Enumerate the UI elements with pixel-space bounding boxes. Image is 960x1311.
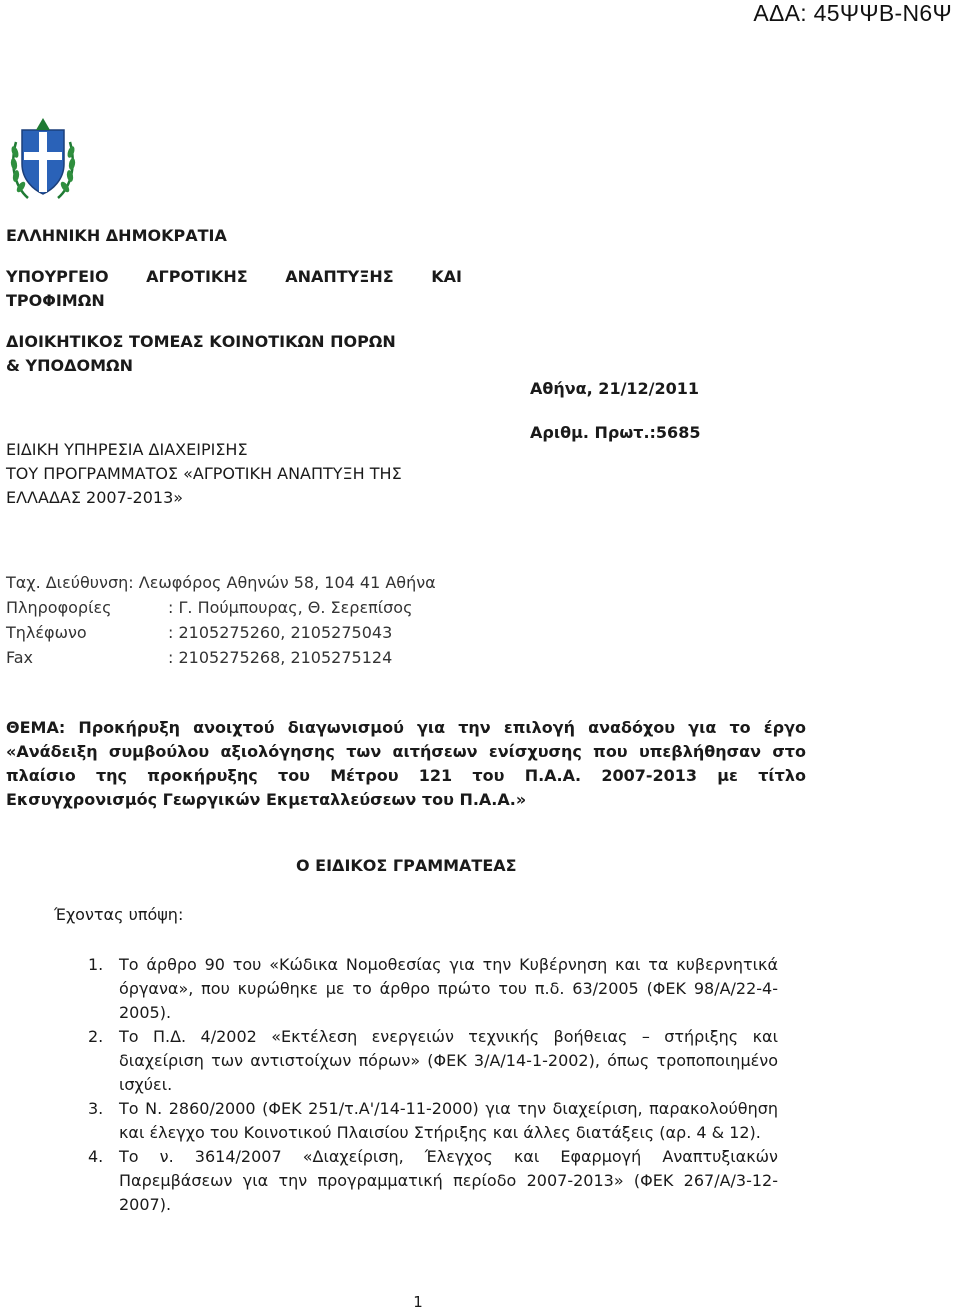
service-unit bbox=[6, 438, 466, 510]
item-text: Το Ν. 2860/2000 (ΦΕΚ 251/τ.Α'/14-11-2000) για την διαχείριση, παρακολούθηση και έλεγχο του Κοινοτικού Πλαισίου Στήριξης και άλλες διατάξεις (αρ. 4 & 12). bbox=[119, 1099, 778, 1142]
phone-row bbox=[6, 620, 436, 645]
page-number: 1 bbox=[413, 1293, 423, 1311]
list-item bbox=[88, 1025, 778, 1097]
list-item bbox=[88, 1097, 778, 1145]
item-number: 3. bbox=[88, 1099, 104, 1118]
address-row: Ταχ. Διεύθυνση: Λεωφόρος Αθηνών 58, 104 41 Αθήνα bbox=[6, 573, 436, 592]
ministry-name bbox=[6, 265, 466, 313]
subject-paragraph: ΘΕΜΑ: Προκήρυξη ανοιχτού διαγωνισμού για την επιλογή αναδόχου για το έργο «Ανάδειξη συμβούλου αξιολόγησης των αιτήσεων ενίσχυσης που υπεβλήθησαν στο πλαίσιο της προκήρυξης του Μέτρου 121 του Π.Α.Α. 2007-2013 με τίτλο Εκσυγχρονισμός Γεωργικών Εκμεταλλεύσεων του Π.Α.Α.» bbox=[6, 718, 806, 809]
greek-coat-of-arms-icon bbox=[8, 112, 78, 204]
phone-label: Τηλέφωνο bbox=[6, 623, 87, 642]
unit-line2: ΤΟΥ ΠΡΟΓΡΑΜΜΑΤΟΣ «ΑΓΡΟΤΙΚΗ ΑΝΑΠΤΥΞΗ ΤΗΣ bbox=[6, 464, 402, 483]
item-text: Το Π.Δ. 4/2002 «Εκτέλεση ενεργειών τεχνικής βοήθειας – στήριξης και διαχείριση των αντιστοίχων πόρων» (ΦΕΚ 3/Α/14-1-2002), όπως τροποποιημένο ισχύει. bbox=[119, 1027, 778, 1094]
legal-basis-list bbox=[88, 953, 778, 1217]
list-item bbox=[88, 953, 778, 1025]
unit-line3: ΕΛΛΑΔΑΣ 2007-2013» bbox=[6, 488, 184, 507]
contact-block bbox=[6, 570, 436, 670]
info-row bbox=[6, 595, 436, 620]
phone-value: : 2105275260, 2105275043 bbox=[168, 623, 393, 642]
ministry-word: ΑΓΡΟΤΙΚΗΣ bbox=[146, 267, 248, 286]
ministry-word: ΚΑΙ bbox=[431, 267, 462, 286]
ministry-word: ΑΝΑΠΤΥΞΗΣ bbox=[285, 267, 394, 286]
sector-line2: & ΥΠΟΔΟΜΩΝ bbox=[6, 356, 133, 375]
item-text: Το ν. 3614/2007 «Διαχείριση, Έλεγχος και Εφαρμογή Αναπτυξιακών Παρεμβάσεων για την προγραμματική περίοδο 2007-2013» (ΦΕΚ 267/Α/3-12-2007). bbox=[119, 1147, 778, 1214]
item-number: 4. bbox=[88, 1147, 104, 1166]
sector-name bbox=[6, 330, 466, 378]
considering-label: Έχοντας υπόψη: bbox=[54, 905, 184, 924]
protocol-number: Αριθμ. Πρωτ.:5685 bbox=[530, 423, 701, 442]
fax-label: Fax bbox=[6, 648, 34, 667]
fax-row bbox=[6, 645, 436, 670]
list-item bbox=[88, 1145, 778, 1217]
item-number: 2. bbox=[88, 1027, 104, 1046]
fax-value: : 2105275268, 2105275124 bbox=[168, 648, 393, 667]
ada-code: ΑΔΑ: 45ΨΨΒ-Ν6Ψ bbox=[753, 0, 952, 26]
secretary-general-heading: Ο ΕΙΔΙΚΟΣ ΓΡΑΜΜΑΤΕΑΣ bbox=[296, 856, 517, 875]
info-value: : Γ. Πούμπουρας, Θ. Σερεπίσος bbox=[168, 598, 413, 617]
info-label: Πληροφορίες bbox=[6, 598, 112, 617]
ministry-word: ΥΠΟΥΡΓΕΙΟ bbox=[6, 267, 109, 286]
document-date: Αθήνα, 21/12/2011 bbox=[530, 379, 700, 398]
item-text: Το άρθρο 90 του «Κώδικα Νομοθεσίας για την Κυβέρνηση και τα κυβερνητικά όργανα», που κυρώθηκε με το άρθρο πρώτο του π.δ. 63/2005 (ΦΕΚ 98/Α/22-4-2005). bbox=[119, 955, 778, 1022]
unit-line1: ΕΙΔΙΚΗ ΥΠΗΡΕΣΙΑ ΔΙΑΧΕΙΡΙΣΗΣ bbox=[6, 440, 248, 459]
ministry-line2: ΤΡΟΦΙΜΩΝ bbox=[6, 291, 105, 310]
item-number: 1. bbox=[88, 955, 104, 974]
republic-name: ΕΛΛΗΝΙΚΗ ΔΗΜΟΚΡΑΤΙΑ bbox=[6, 226, 227, 245]
sector-line1: ΔΙΟΙΚΗΤΙΚΟΣ ΤΟΜΕΑΣ ΚΟΙΝΟΤΙΚΩΝ ΠΟΡΩΝ bbox=[6, 332, 396, 351]
